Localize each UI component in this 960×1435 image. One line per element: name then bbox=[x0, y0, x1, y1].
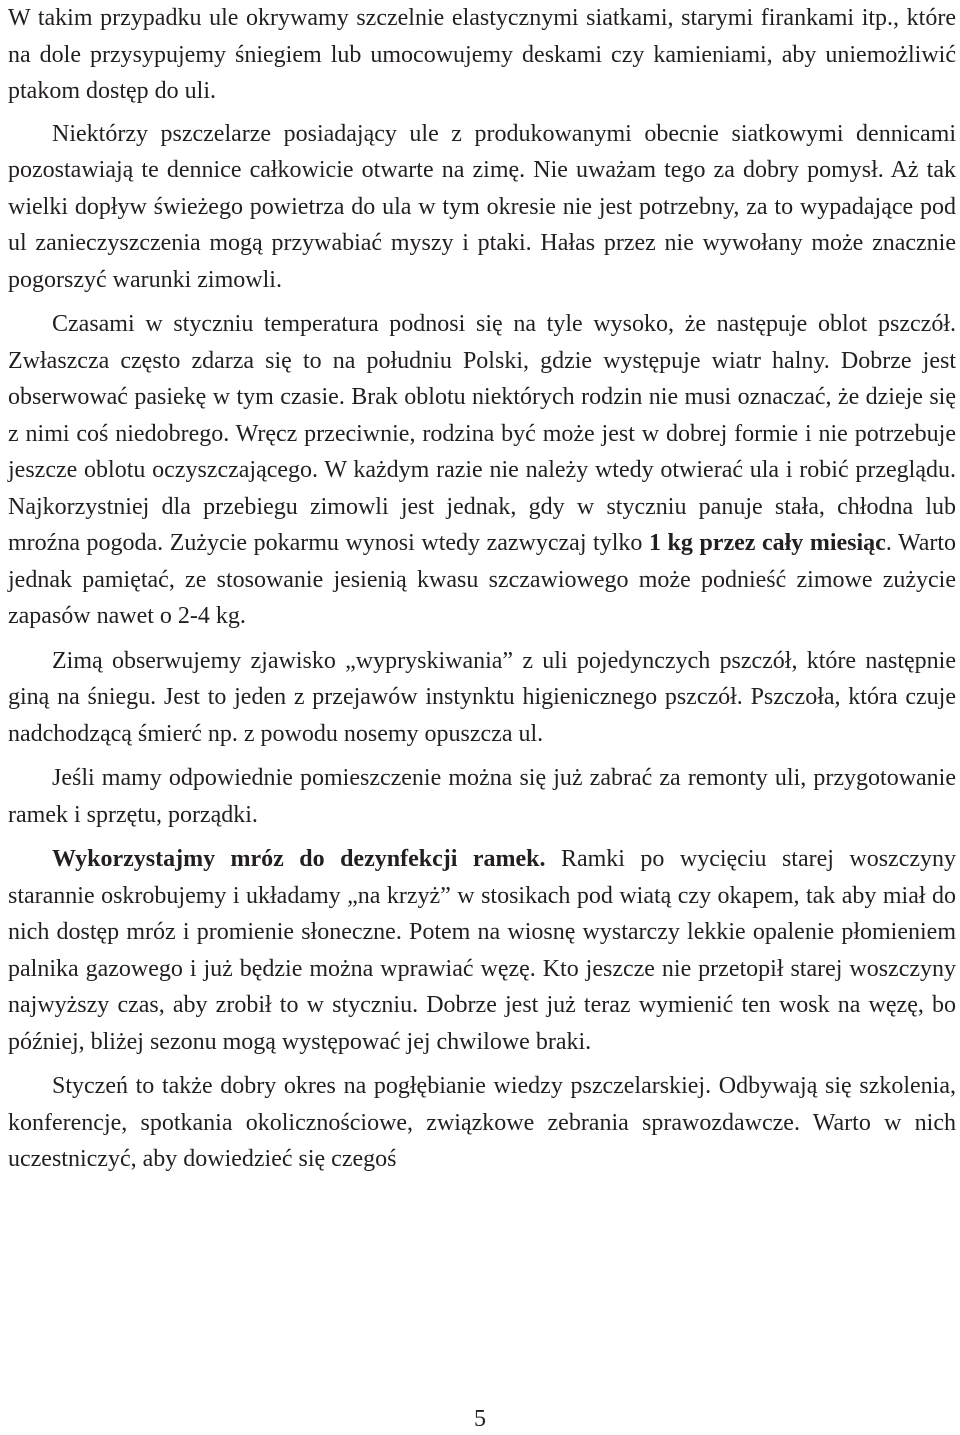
paragraph-4 bbox=[8, 643, 956, 753]
paragraph-2 bbox=[8, 116, 956, 299]
paragraph-7 bbox=[8, 1068, 956, 1178]
paragraph-6 bbox=[8, 841, 956, 1060]
paragraph-6-text: Ramki po wycięciu starej woszczyny starannie oskrobujemy i układamy „na krzyż” w stosikach pod wiatą czy okapem, tak aby miał do nich dostęp mróz i promienie słoneczne. Potem na wiosnę wystarczy lekkie opalenie płomieniem palnika gazowego i już będzie można wprawiać węzę. Kto jeszcze nie przetopił starej woszczyny najwyższy czas, aby zrobił to w styczniu. Dobrze jest już teraz wymienić ten wosk na węzę, bo później, bliżej sezonu mogą występować jej chwilowe braki. bbox=[8, 846, 956, 1055]
paragraph-4-text: Zimą obserwujemy zjawisko „wypryskiwania” z uli pojedynczych pszczół, które następnie giną na śniegu. Jest to jeden z przejawów instynktu higienicznego pszczół. Pszczoła, która czuje nadchodzącą śmierć np. z powodu nosemy opuszcza ul. bbox=[8, 647, 956, 747]
paragraph-2-text: Niektórzy pszczelarze posiadający ule z produkowanymi obecnie siatkowymi dennicami pozostawiają te dennice całkowicie otwarte na zimę. Nie uważam tego za dobry pomysł. Aż tak wielki dopływ świeżego powietrza do ula w tym okresie nie jest potrzebny, za to wypadające pod ul zanieczyszczenia mogą przywabiać myszy i ptaki. Hałas przez nie wywołany może znacznie pogorszyć warunki zimowli. bbox=[8, 120, 956, 293]
paragraph-3-bold-text: 1 kg przez cały miesiąc bbox=[648, 530, 886, 556]
paragraph-1-text: W takim przypadku ule okrywamy szczelnie elastycznymi siatkami, starymi firankami itp., które na dole przysypujemy śniegiem lub umocowujemy deskami czy kamieniami, aby uniemożliwić ptakom dostęp do uli. bbox=[8, 5, 956, 104]
paragraph-5 bbox=[8, 760, 956, 833]
paragraph-3-text-a: Czasami w styczniu temperatura podnosi się na tyle wysoko, że następuje oblot pszczół. Zwłaszcza często zdarza się to na południu Polski, gdzie występuje wiatr halny. Dobrze jest obserwować pasiekę w tym czasie. Brak oblotu niektórych rodzin nie musi oznaczać, że dzieje się z nimi coś niedobrego. Wręcz przeciwnie, rodzina być może jest w dobrej formie i nie potrzebuje jeszcze oblotu oczyszczającego. W każdym razie nie należy wtedy otwierać ula i robić przeglądu. Najkorzystniej dla przebiegu zimowli jest jednak, gdy w styczniu panuje stała, chłodna lub mroźna pogoda. Zużycie pokarmu wynosi wtedy zazwyczaj tylko bbox=[8, 311, 956, 556]
paragraph-5-text: Jeśli mamy odpowiednie pomieszczenie można się już zabrać za remonty uli, przygotowanie ramek i sprzętu, porządki. bbox=[8, 765, 956, 828]
paragraph-7-text: Styczeń to także dobry okres na pogłębianie wiedzy pszczelarskiej. Odbywają się szkolenia, konferencje, spotkania okolicznościowe, związkowe zebrania sprawozdawcze. Warto w nich uczestniczyć, aby dowiedzieć się czegoś bbox=[8, 1073, 956, 1172]
page-number: 5 bbox=[474, 1406, 486, 1432]
paragraph-3-text-b: . Warto jednak pamiętać, ze stosowanie jesienią kwasu szczawiowego może podnieść zimowe zużycie zapasów nawet o 2-4 kg. bbox=[8, 530, 956, 629]
paragraph-6-bold-lead: Wykorzystajmy mróz do dezynfekcji ramek. bbox=[52, 846, 546, 872]
page-body bbox=[8, 0, 956, 1186]
paragraph-1 bbox=[8, 0, 956, 110]
paragraph-3 bbox=[8, 306, 956, 635]
